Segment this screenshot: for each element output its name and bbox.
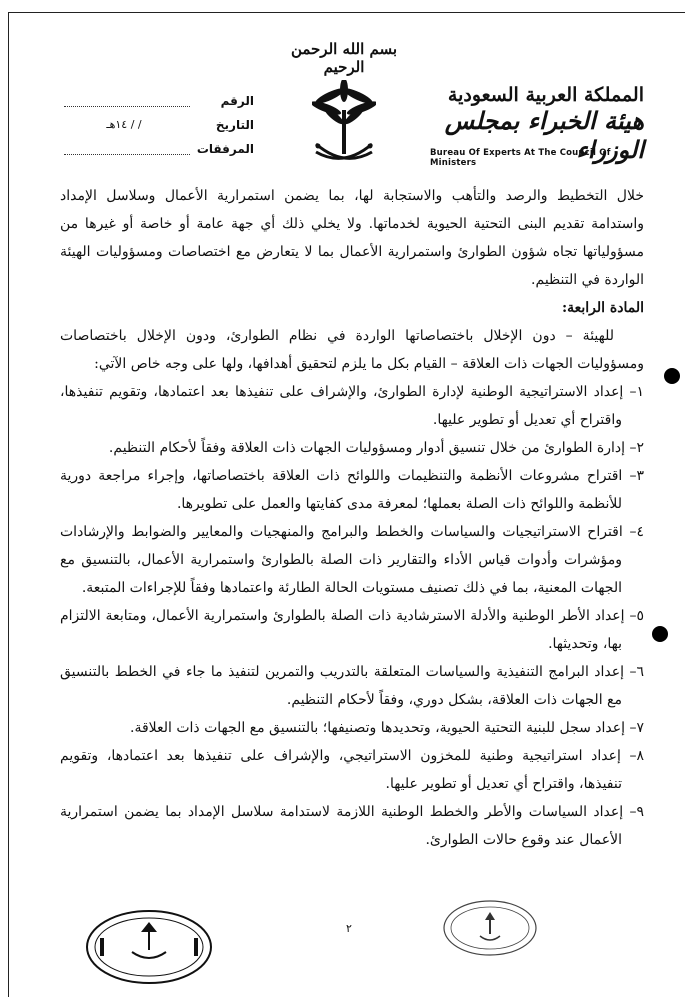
continuation-paragraph: خلال التخطيط والرصد والتأهب والاستجابة لها، بما يضمن استمرارية الأعمال وسلاسل الإمداد واستدامة تقديم البنى التحتية الحيوية لخدماتها. ولا يخلي ذلك أي جهة عامة أو خاصة أو غيرها من مسؤولياتها تجاه شؤون الطوارئ واستمرارية الأعمال بما لا يتعارض مع اختصاصات ومسؤوليات الهيئة الواردة في التنظيم.: [60, 188, 644, 288]
organization-block: [430, 84, 670, 168]
article-item-6: ٦– إعداد البرامج التنفيذية والسياسات المتعلقة بالتدريب والتمرين لتنفيذ ما جاء في الخطط بالتنسيق مع الجهات ذات العلاقة، بشكل دوري، وفقاً لأحكام التنظيم.: [60, 664, 644, 708]
seal-left-stamp: [84, 908, 214, 986]
punch-hole-bottom: [652, 626, 668, 642]
kingdom-name: المملكة العربية السعودية: [447, 84, 644, 106]
date-label: التاريخ: [215, 118, 254, 132]
attachments-label: المرفقات: [196, 142, 254, 156]
article-title: المادة الرابعة:: [561, 300, 644, 316]
article-item-8: ٨– إعداد استراتيجية وطنية للمخزون الاستراتيجي، والإشراف على تنفيذها بعد اعتمادها، وتقويم تنفيذها، واقتراح أي تعديل أو تطوير عليها.: [60, 748, 644, 792]
article-item-2: ٢– إدارة الطوارئ من خلال تنسيق أدوار ومسؤوليات الجهات ذات العلاقة وفقاً لأحكام التنظيم.: [108, 440, 644, 456]
punch-hole-top: [664, 368, 680, 384]
document-body: [60, 182, 644, 854]
article-item-7: ٧– إعداد سجل للبنية التحتية الحيوية، وتحديدها وتصنيفها؛ بالتنسيق مع الجهات ذات العلاقة.: [130, 720, 644, 736]
number-row: [44, 94, 254, 118]
page-number: ٢: [346, 922, 352, 935]
attachments-row: [44, 142, 254, 166]
bureau-name-english: Bureau Of Experts At The Council Of Ministers: [430, 148, 611, 168]
saudi-emblem-icon: [312, 80, 376, 170]
number-line: [64, 106, 190, 107]
bureau-name-arabic: هيئة الخبراء بمجلس الوزراء: [444, 106, 644, 164]
letterhead: [0, 0, 700, 180]
article-item-9: ٩– إعداد السياسات والأطر والخطط الوطنية اللازمة لاستدامة سلاسل الإمداد بما يضمن استمرارية الأعمال عند وقوع حالات الطوارئ.: [60, 804, 644, 848]
article-intro: للهيئة – دون الإخلال باختصاصاتها الواردة في نظام الطوارئ، ودون الإخلال باختصاصات ومسؤوليات الجهات ذات العلاقة – القيام بكل ما يلزم لتحقيق أهدافها، ولها على وجه خاص الآتي:: [60, 328, 644, 372]
article-item-3: ٣– اقتراح مشروعات الأنظمة والتنظيمات واللوائح ذات العلاقة باختصاصاتها، وإجراء مراجعة دورية للأنظمة واللوائح ذات الصلة بعملها؛ لمعرفة مدى كفايتها والعمل على تطويرها.: [60, 468, 644, 512]
basmala: بسم الله الرحمن الرحيم: [290, 40, 398, 76]
date-value: / / ١٤هـ: [106, 118, 142, 131]
article-item-4: ٤– اقتراح الاستراتيجيات والسياسات والخطط والبرامج والمنهجيات والمعايير والضوابط والإرشادات ومؤشرات وأدوات قياس الأداء والتقارير ذات الصلة بالطوارئ واستمرارية الأعمال، بالتنسيق مع الجهات المعنية، بما في ذلك تصنيف مستويات الحالة الطارئة واعتمادها وفقاً للإجراءات المتبعة.: [60, 524, 644, 596]
seal-right-stamp: [442, 898, 538, 958]
reference-block: [44, 94, 254, 166]
number-label: الرقم: [220, 94, 254, 108]
date-row: [44, 118, 254, 142]
attachments-line: [64, 154, 190, 155]
article-item-1: ١– إعداد الاستراتيجية الوطنية لإدارة الطوارئ، والإشراف على تنفيذها بعد اعتمادها، وتقويم تنفيذها، واقتراح أي تعديل أو تطوير عليها.: [60, 384, 644, 428]
article-item-5: ٥– إعداد الأطر الوطنية والأدلة الاسترشادية ذات الصلة بالطوارئ واستمرارية الأعمال، ومتابعة الالتزام بها، وتحديثها.: [60, 608, 644, 652]
